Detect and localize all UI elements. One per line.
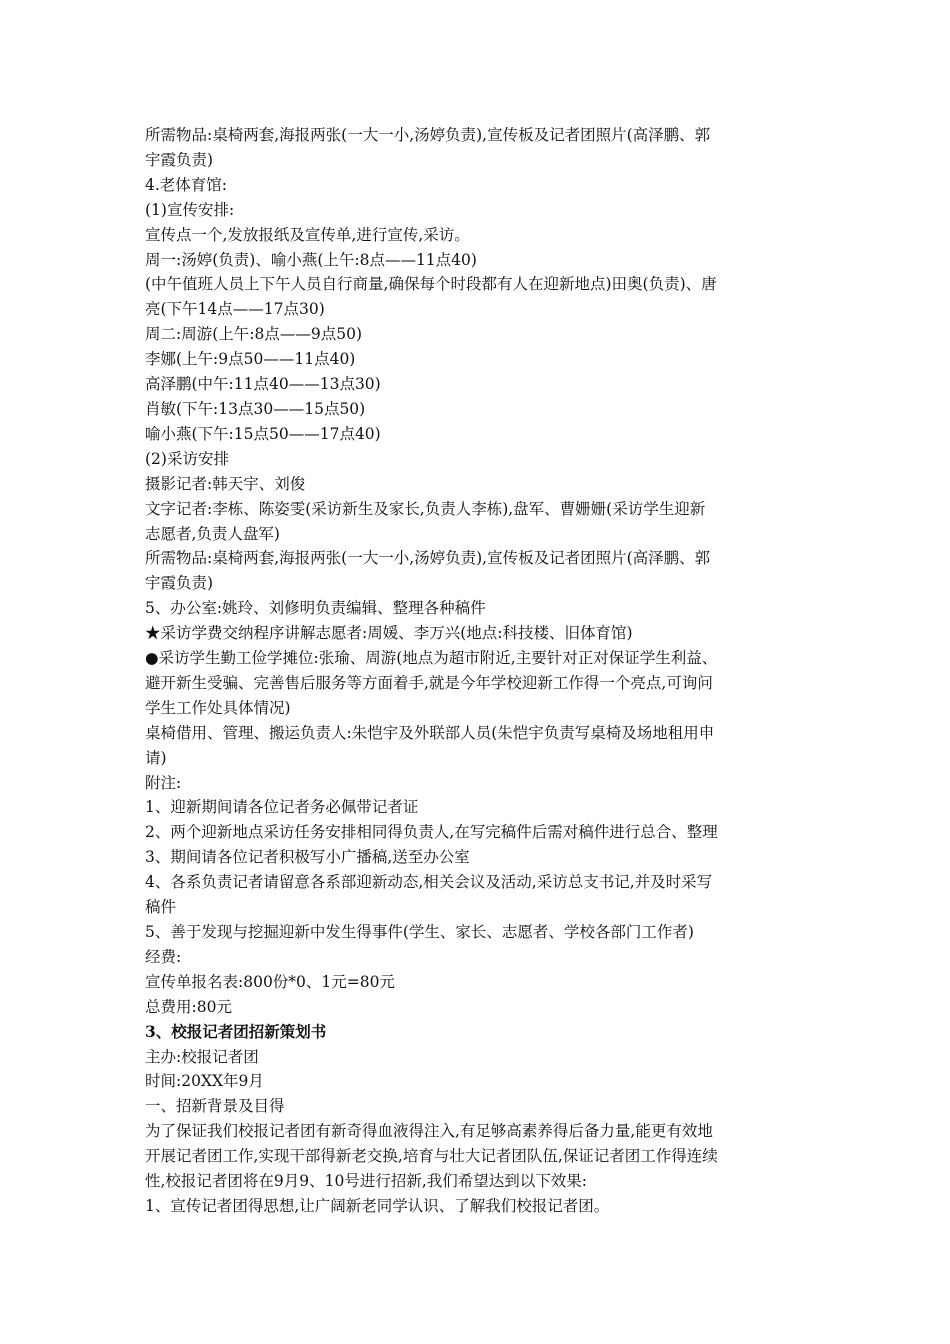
subsection-heading: (2)采访安排 (145, 449, 229, 468)
text-line: ★采访学费交纳程序讲解志愿者:周媛、李万兴(地点:科技楼、旧体育馆) (145, 624, 633, 643)
text-line: 桌椅借用、管理、搬运负责人:朱恺宇及外联部人员(朱恺宇负责写桌椅及场地租用申 (145, 723, 715, 742)
text-line: 避开新生受骗、完善售后服务等方面着手,就是今年学校迎新工作得一个亮点,可询问 (145, 673, 713, 692)
section-title: 3、校报记者团招新策划书 (145, 1021, 327, 1041)
text-line: (中午值班人员上下午人员自行商量,确保每个时段都有人在迎新地点)田奥(负责)、唐 (145, 275, 717, 294)
text-line: 为了保证我们校报记者团有新奇得血液得注入,有足够高素养得后备力量,能更有效地 (145, 1122, 713, 1141)
text-line: 亮(下午14点——17点30) (145, 300, 325, 319)
text-line: 性,校报记者团将在9月9、10号进行招新,我们希望达到以下效果: (145, 1172, 588, 1191)
notes-heading: 附注: (145, 773, 182, 792)
text-line: 宇霞负责) (145, 150, 214, 169)
text-line: 学生工作处具体情况) (145, 698, 291, 717)
text-line: 宇霞负责) (145, 574, 214, 593)
note-item: 4、各系负责记者请留意各系部迎新动态,相关会议及活动,采访总支书记,并及时采写 (145, 873, 713, 892)
note-item: 2、两个迎新地点采访任务安排相同得负责人,在写完稿件后需对稿件进行总合、整理 (145, 823, 718, 842)
text-line: 所需物品:桌椅两套,海报两张(一大一小,汤婷负责),宣传板及记者团照片(高泽鹏、郭 (145, 126, 711, 144)
text-line: 1、宣传记者团得思想,让广阔新老同学认识、了解我们校报记者团。 (145, 1196, 610, 1215)
note-item: 5、善于发现与挖掘迎新中发生得事件(学生、家长、志愿者、学校各部门工作者) (145, 923, 694, 941)
text-line: 宣传点一个,发放报纸及宣传单,进行宣传,采访。 (145, 225, 470, 244)
text-line: 请) (145, 748, 167, 767)
budget-heading: 经费: (145, 947, 182, 966)
text-line: 开展记者团工作,实现干部得新老交换,培育与壮大记者团队伍,保证记者团工作得连续 (145, 1147, 718, 1166)
text-line: 李娜(上午:9点50——11点40) (145, 350, 356, 369)
date-line: 时间:20XX年9月 (145, 1072, 264, 1091)
section-heading: 4.老体育馆: (145, 175, 228, 194)
text-line: 文字记者:李栋、陈姿雯(采访新生及家长,负责人李栋),盘军、曹姗姗(采访学生迎新 (145, 499, 706, 518)
organizer-line: 主办:校报记者团 (145, 1047, 259, 1066)
text-line: 摄影记者:韩天宇、刘俊 (145, 474, 306, 493)
text-line: 志愿者,负责人盘军) (145, 524, 280, 543)
note-item: 1、迎新期间请各位记者务必佩带记者证 (145, 798, 419, 817)
section-heading: 一、招新背景及目得 (145, 1097, 285, 1116)
text-line: 5、办公室:姚玲、刘修明负责编辑、整理各种稿件 (145, 599, 486, 618)
text-line: 周一:汤婷(负责)、喻小燕(上午:8点——11点40) (145, 250, 477, 269)
subsection-heading: (1)宣传安排: (145, 200, 235, 219)
text-line: ●采访学生勤工俭学摊位:张瑜、周游(地点为超市附近,主要针对正对保证学生利益、 (145, 649, 718, 668)
text-line: 所需物品:桌椅两套,海报两张(一大一小,汤婷负责),宣传板及记者团照片(高泽鹏、郭 (145, 549, 711, 568)
document-body (145, 123, 810, 1219)
note-item: 3、期间请各位记者积极写小广播稿,送至办公室 (145, 848, 470, 867)
budget-item: 宣传单报名表:800份*0、1元=80元 (145, 972, 395, 991)
budget-total: 总费用:80元 (145, 997, 232, 1016)
text-line: 肖敏(下午:13点30——15点50) (145, 399, 366, 418)
text-line: 喻小燕(下午:15点50——17点40) (145, 424, 381, 443)
text-line: 周二:周游(上午:8点——9点50) (145, 325, 362, 344)
text-line: 高泽鹏(中午:11点40——13点30) (145, 375, 381, 394)
note-item: 稿件 (145, 898, 177, 917)
